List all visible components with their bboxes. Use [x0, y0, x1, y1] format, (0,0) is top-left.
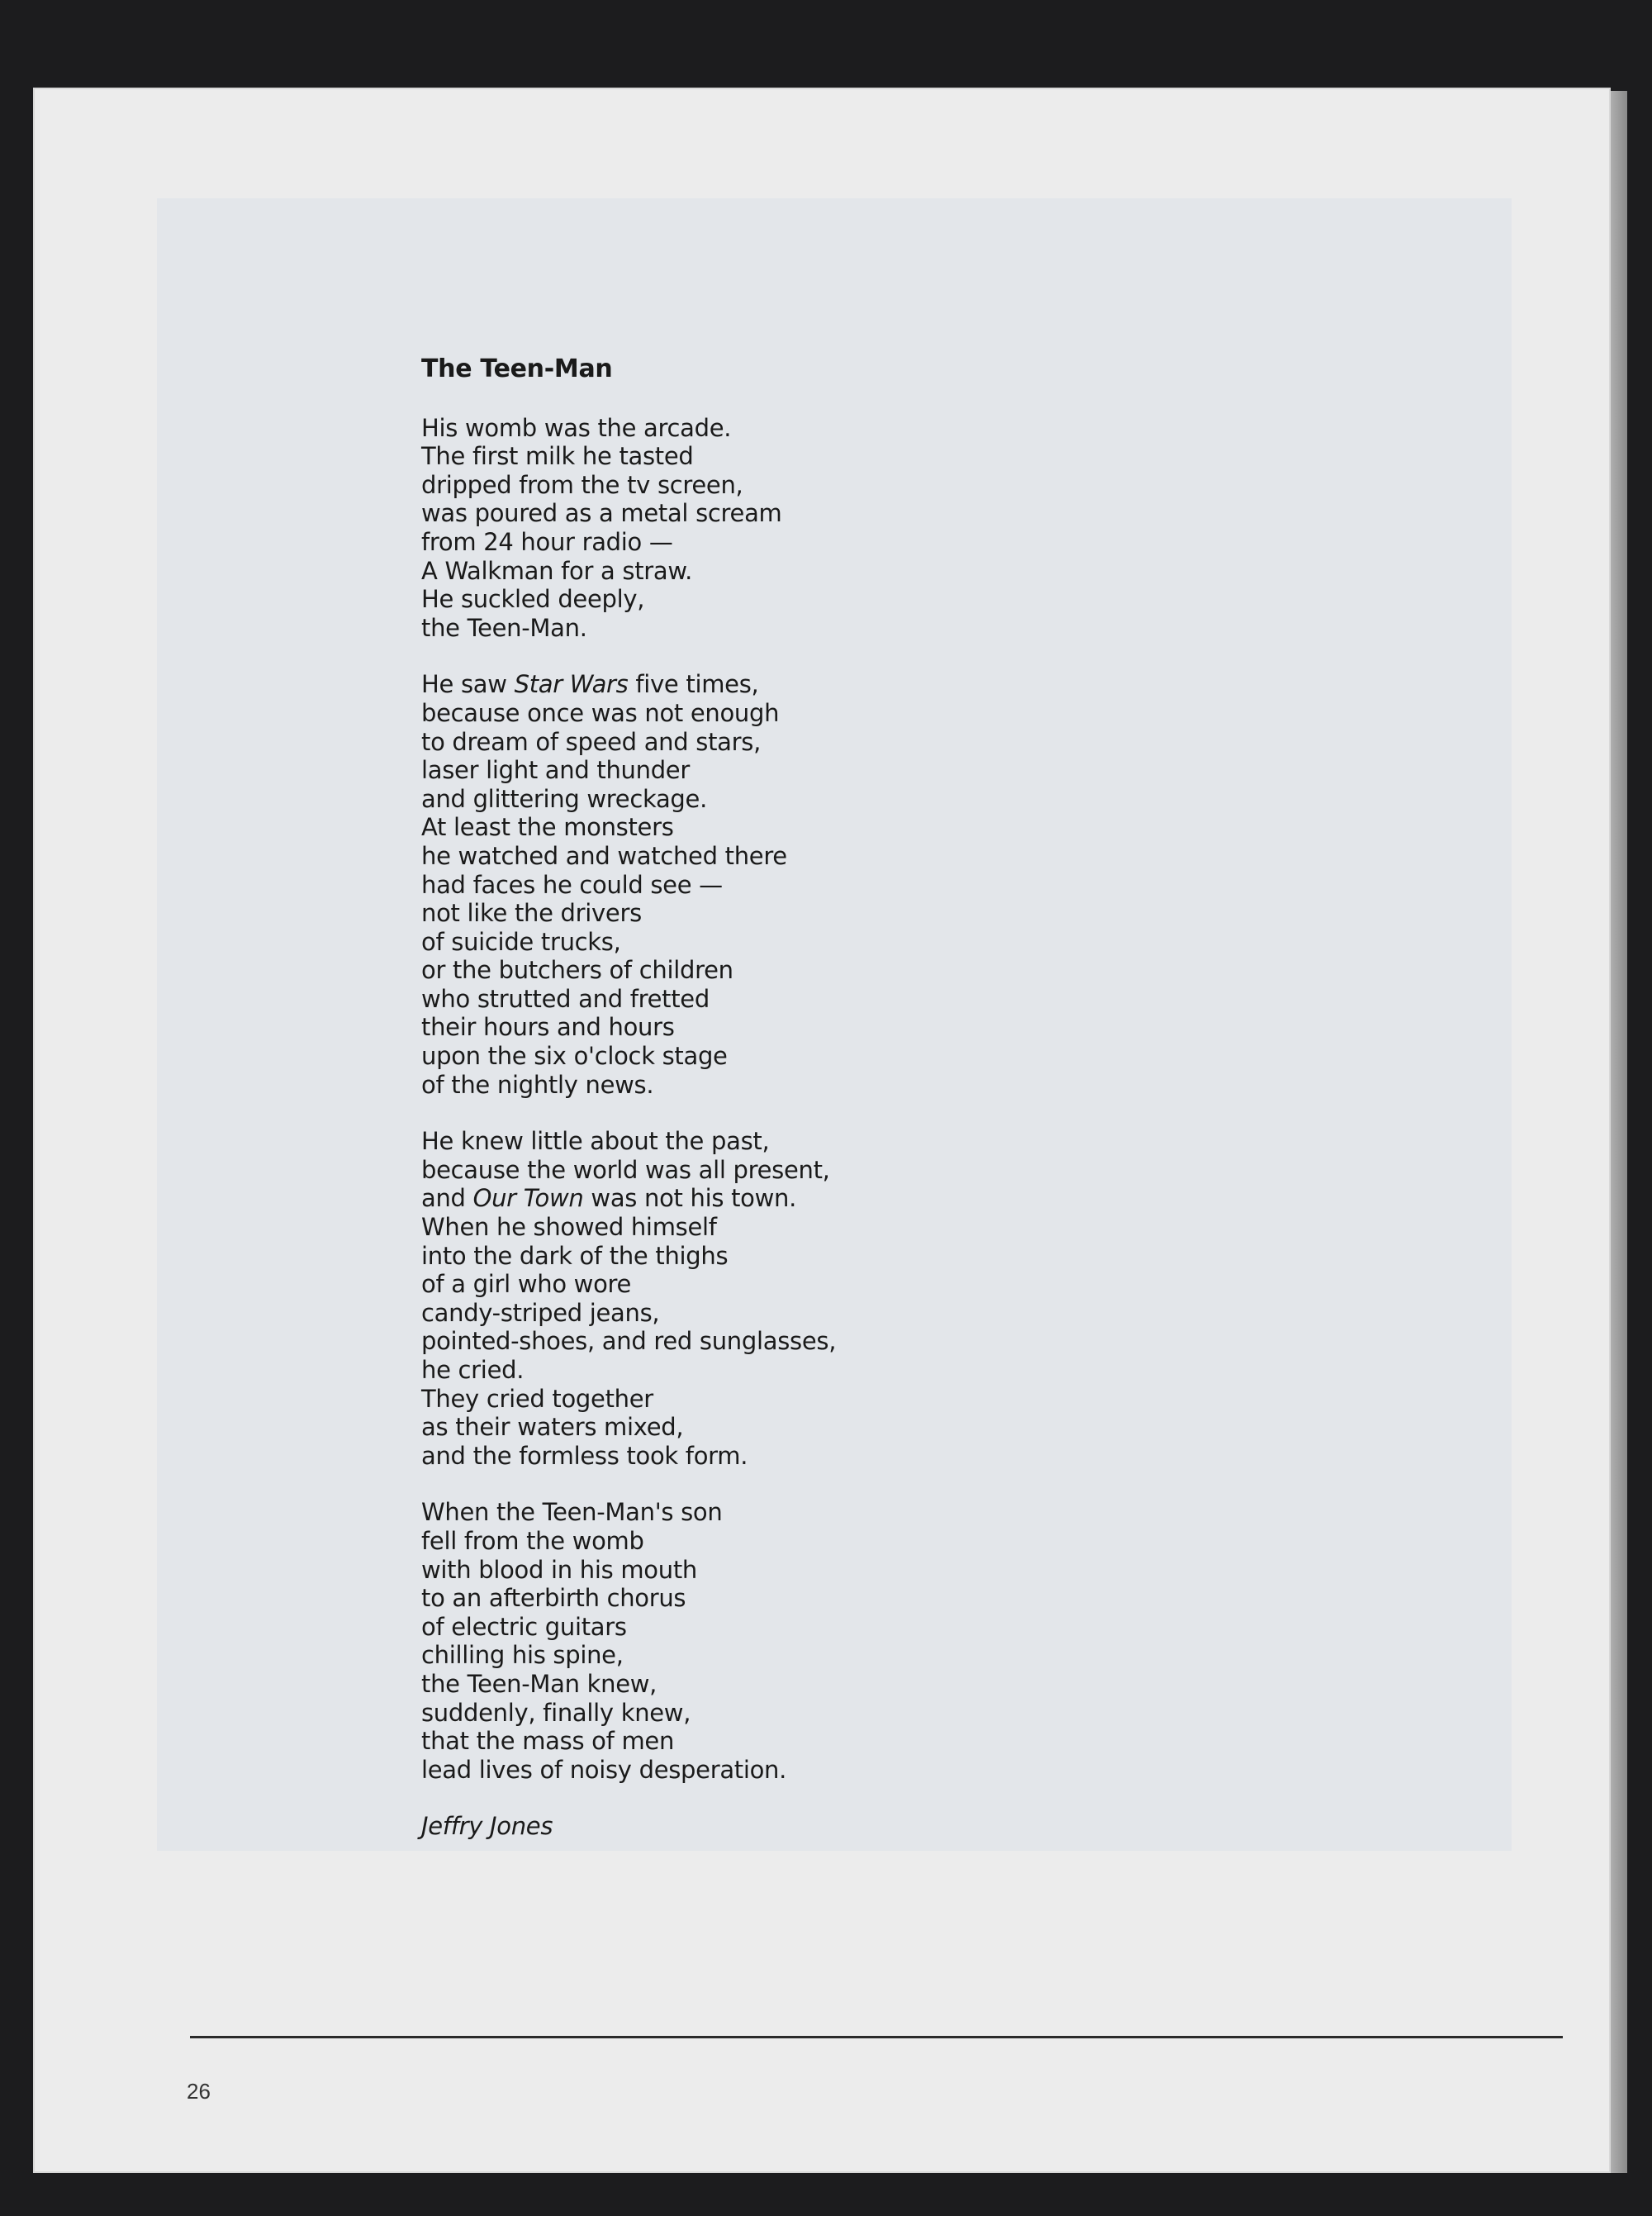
poem-line: of the nightly news. — [421, 1070, 654, 1099]
poem-stanzas — [421, 414, 999, 1785]
poem-line: He knew little about the past, — [421, 1127, 770, 1156]
footer-rule — [190, 2036, 1563, 2038]
poem-line: lead lives of noisy desperation. — [421, 1755, 787, 1784]
poem-title: The Teen-Man — [421, 354, 613, 383]
poem-line: fell from the womb — [421, 1526, 644, 1555]
poem-line: He suckled deeply, — [421, 585, 645, 614]
poem-line: because once was not enough — [421, 698, 780, 727]
poem — [421, 355, 999, 1841]
poem-line: When the Teen-Man's son — [421, 1498, 723, 1527]
poem-line: suddenly, finally knew, — [421, 1698, 691, 1727]
poem-line: A Walkman for a straw. — [421, 556, 693, 585]
poem-line: When he showed himself — [421, 1213, 717, 1242]
poem-line: that the mass of men — [421, 1727, 675, 1756]
poem-line: and Our Town was not his town. — [421, 1184, 797, 1213]
poem-stanza — [421, 414, 999, 643]
poem-line: dripped from the tv screen, — [421, 470, 743, 499]
poem-line: who strutted and fretted — [421, 984, 710, 1013]
poem-author: Jeffry Jones — [421, 1812, 553, 1841]
poem-line: to an afterbirth chorus — [421, 1584, 686, 1613]
poem-line: had faces he could see — — [421, 870, 723, 899]
poem-line: His womb was the arcade. — [421, 413, 732, 442]
poem-line: as their waters mixed, — [421, 1413, 684, 1442]
poem-stanza — [421, 1127, 999, 1470]
poem-stanza — [421, 670, 999, 1099]
work-title-italic: Star Wars — [514, 670, 629, 699]
poem-line: the Teen-Man knew, — [421, 1669, 657, 1698]
poem-line: because the world was all present, — [421, 1155, 830, 1184]
poem-line: was poured as a metal scream — [421, 499, 782, 528]
poem-line: the Teen-Man. — [421, 613, 587, 642]
poem-line: he cried. — [421, 1356, 525, 1384]
poem-line: The first milk he tasted — [421, 442, 694, 471]
poem-line: laser light and thunder — [421, 756, 690, 785]
poem-line: he watched and watched there — [421, 841, 787, 870]
poem-line: with blood in his mouth — [421, 1555, 697, 1584]
poem-line: or the butchers of children — [421, 956, 733, 985]
poem-line: to dream of speed and stars, — [421, 727, 761, 756]
poem-line: from 24 hour radio — — [421, 527, 673, 556]
poem-line: into the dark of the thighs — [421, 1241, 729, 1270]
poem-line: not like the drivers — [421, 899, 642, 928]
poem-line: and the formless took form. — [421, 1441, 748, 1470]
poem-line: pointed-shoes, and red sunglasses, — [421, 1327, 837, 1356]
poem-line: their hours and hours — [421, 1013, 675, 1042]
poem-line: chilling his spine, — [421, 1641, 624, 1670]
poem-line: He saw Star Wars five times, — [421, 670, 759, 699]
poem-line: and glittering wreckage. — [421, 784, 707, 813]
poem-line: candy-striped jeans, — [421, 1298, 660, 1327]
poem-line: At least the monsters — [421, 813, 674, 842]
work-title-italic: Our Town — [472, 1184, 584, 1213]
poem-stanza — [421, 1498, 999, 1784]
poem-line: of electric guitars — [421, 1612, 627, 1641]
poem-line: of suicide trucks, — [421, 927, 621, 956]
poem-line: of a girl who wore — [421, 1270, 632, 1299]
page-number: 26 — [187, 2079, 211, 2104]
poem-line: upon the six o'clock stage — [421, 1042, 728, 1071]
poem-line: They cried together — [421, 1384, 653, 1413]
